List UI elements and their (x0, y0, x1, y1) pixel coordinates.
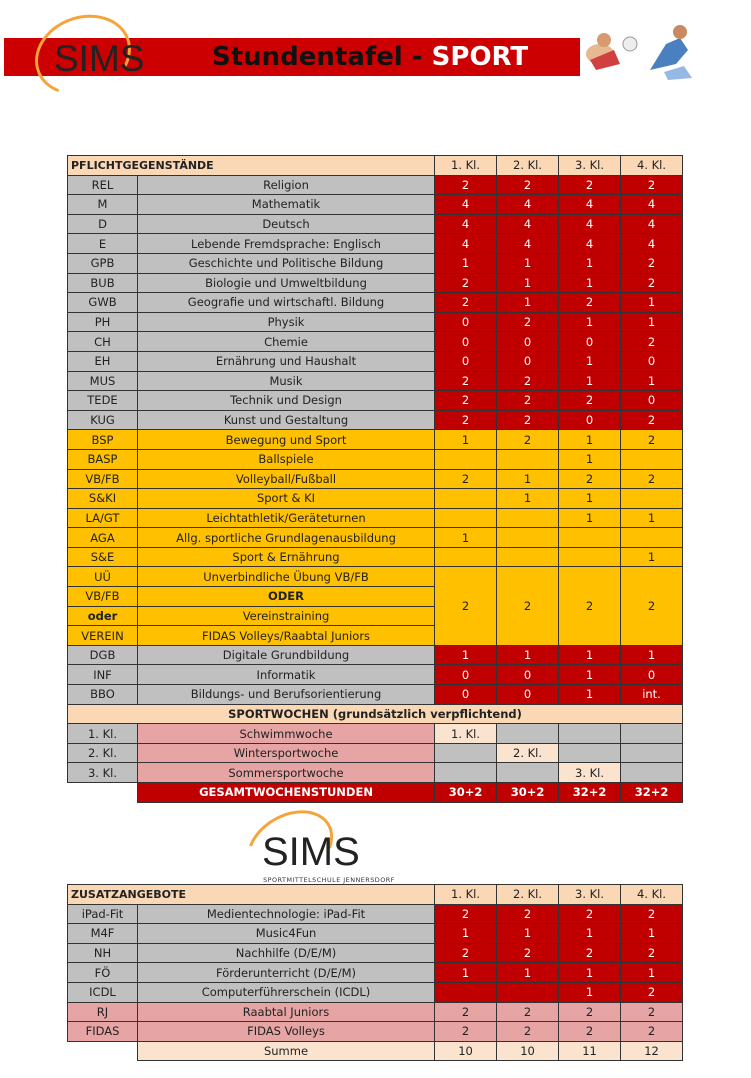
column-header: 3. Kl. (559, 156, 621, 176)
hours-cell: 1 (497, 645, 559, 665)
week-name: Wintersportwoche (138, 743, 435, 763)
hours-cell: 1 (621, 508, 683, 528)
offer-abbr: iPad-Fit (68, 904, 138, 924)
subject-abbr: VEREIN (68, 626, 138, 646)
hours-cell: 1 (559, 963, 621, 983)
hours-cell: 1 (559, 273, 621, 293)
subject-name: ODER (138, 587, 435, 607)
hours-cell: 1 (559, 430, 621, 450)
hours-cell: 2 (435, 175, 497, 195)
table-header-row (68, 156, 683, 176)
column-header: 2. Kl. (497, 156, 559, 176)
total-cell: 30+2 (497, 783, 559, 803)
hours-cell: 0 (497, 665, 559, 685)
hours-cell: 2 (435, 273, 497, 293)
hours-cell: 1 (621, 371, 683, 391)
table-row (68, 175, 683, 195)
subject-abbr: KUG (68, 410, 138, 430)
hours-cell: 2 (621, 1022, 683, 1042)
table-row (68, 332, 683, 352)
hours-cell: 2 (559, 904, 621, 924)
hours-cell (497, 449, 559, 469)
subject-name: Bildungs- und Berufsorientierung (138, 685, 435, 705)
hours-cell: 1 (559, 312, 621, 332)
hours-cell (497, 508, 559, 528)
table-row (68, 449, 683, 469)
sims-logo (26, 14, 164, 96)
title-prefix: Stundentafel - (212, 42, 432, 72)
offer-name: FIDAS Volleys (138, 1022, 435, 1042)
subject-name: Volleyball/Fußball (138, 469, 435, 489)
hours-cell: 0 (559, 410, 621, 430)
table-row (68, 410, 683, 430)
blank-cell (68, 783, 138, 803)
hours-cell: 2 (621, 332, 683, 352)
section-title: PFLICHTGEGENSTÄNDE (68, 156, 435, 176)
hours-cell: 2 (559, 1022, 621, 1042)
table-row (68, 195, 683, 215)
table-row (68, 293, 683, 313)
subject-abbr: REL (68, 175, 138, 195)
hours-cell: int. (621, 685, 683, 705)
hours-cell: 2 (435, 469, 497, 489)
hours-cell: 0 (497, 332, 559, 352)
hours-cell: 2 (621, 273, 683, 293)
hours-cell: 1 (559, 645, 621, 665)
hours-cell: 2 (497, 567, 559, 645)
class-label: 1. Kl. (68, 724, 138, 744)
offer-abbr: RJ (68, 1002, 138, 1022)
week-name: Schwimmwoche (138, 724, 435, 744)
subject-name: Chemie (138, 332, 435, 352)
table-row (68, 645, 683, 665)
page-title (212, 38, 528, 76)
subject-abbr: EH (68, 351, 138, 371)
table-row (68, 943, 683, 963)
hours-cell: 4 (497, 214, 559, 234)
hours-cell: 0 (497, 685, 559, 705)
offer-name: Medientechnologie: iPad-Fit (138, 904, 435, 924)
offer-abbr: NH (68, 943, 138, 963)
hours-cell (435, 489, 497, 509)
column-header: 1. Kl. (435, 885, 497, 905)
hours-cell: 1 (435, 924, 497, 944)
week-cell (621, 743, 683, 763)
hours-cell: 1 (435, 963, 497, 983)
subject-abbr: M (68, 195, 138, 215)
column-header: 2. Kl. (497, 885, 559, 905)
subject-abbr: S&KI (68, 489, 138, 509)
hours-cell: 1 (559, 665, 621, 685)
hours-cell (497, 982, 559, 1002)
hours-cell: 2 (435, 943, 497, 963)
hours-cell: 1 (621, 924, 683, 944)
week-cell (497, 724, 559, 744)
main-table (67, 155, 683, 803)
hours-cell: 2 (621, 904, 683, 924)
hours-cell: 1 (621, 293, 683, 313)
subject-name: Sport & KI (138, 489, 435, 509)
hours-cell: 1 (497, 469, 559, 489)
week-cell (559, 743, 621, 763)
hours-cell: 2 (497, 943, 559, 963)
hours-cell: 0 (621, 391, 683, 411)
table-row (68, 371, 683, 391)
table-row (68, 963, 683, 983)
subject-name: Mathematik (138, 195, 435, 215)
subject-name: Leichtathletik/Geräteturnen (138, 508, 435, 528)
table-row (68, 273, 683, 293)
subject-abbr: BBO (68, 685, 138, 705)
hours-cell: 2 (559, 293, 621, 313)
hours-cell: 2 (497, 904, 559, 924)
table-row (68, 743, 683, 763)
subject-abbr: GWB (68, 293, 138, 313)
hours-cell: 2 (497, 1022, 559, 1042)
hours-cell (497, 528, 559, 548)
title-sport: SPORT (431, 42, 529, 72)
hours-cell: 0 (621, 665, 683, 685)
hours-cell: 4 (559, 195, 621, 215)
total-row (68, 783, 683, 803)
subject-abbr: MUS (68, 371, 138, 391)
table-row (68, 982, 683, 1002)
table-row (68, 391, 683, 411)
extra-table (67, 884, 683, 1061)
hours-cell: 2 (435, 567, 497, 645)
table-row (68, 724, 683, 744)
column-header: 4. Kl. (621, 156, 683, 176)
table-row (68, 508, 683, 528)
subject-name: Biologie und Umweltbildung (138, 273, 435, 293)
subject-name: Unverbindliche Übung VB/FB (138, 567, 435, 587)
table-row (68, 528, 683, 548)
offer-name: Förderunterricht (D/E/M) (138, 963, 435, 983)
sum-cell: 12 (621, 1041, 683, 1061)
hours-cell: 2 (559, 469, 621, 489)
hours-cell (435, 508, 497, 528)
table-row (68, 214, 683, 234)
subject-name: Sport & Ernährung (138, 547, 435, 567)
hours-cell: 2 (621, 982, 683, 1002)
hours-cell: 0 (435, 312, 497, 332)
hours-cell: 1 (559, 449, 621, 469)
subject-abbr: BUB (68, 273, 138, 293)
hours-cell: 1 (621, 645, 683, 665)
sum-cell: 10 (497, 1041, 559, 1061)
subject-abbr: D (68, 214, 138, 234)
hours-cell: 2 (497, 1002, 559, 1022)
subject-abbr: S&E (68, 547, 138, 567)
table-row (68, 253, 683, 273)
subject-name: Religion (138, 175, 435, 195)
hours-cell: 4 (621, 234, 683, 254)
hours-cell: 2 (435, 391, 497, 411)
hours-cell: 1 (559, 685, 621, 705)
hours-cell: 4 (435, 234, 497, 254)
hours-cell: 2 (559, 567, 621, 645)
hours-cell (435, 449, 497, 469)
hours-cell (435, 547, 497, 567)
logo2-subtitle: SPORTMITTELSCHULE JENNERSDORF (263, 876, 395, 884)
hours-cell: 1 (559, 508, 621, 528)
hours-cell: 0 (435, 685, 497, 705)
hours-cell: 0 (435, 665, 497, 685)
hours-cell: 2 (435, 1002, 497, 1022)
hours-cell: 1 (559, 924, 621, 944)
table-row (68, 567, 683, 587)
subject-abbr: INF (68, 665, 138, 685)
hours-cell: 2 (559, 175, 621, 195)
week-cell (559, 724, 621, 744)
hours-cell: 1 (559, 253, 621, 273)
week-cell (621, 763, 683, 783)
hours-cell: 2 (435, 371, 497, 391)
subject-abbr: PH (68, 312, 138, 332)
week-cell (435, 763, 497, 783)
sum-cell: 11 (559, 1041, 621, 1061)
subject-name: Bewegung und Sport (138, 430, 435, 450)
hours-cell: 1 (621, 963, 683, 983)
table-row (68, 351, 683, 371)
total-cell: 30+2 (435, 783, 497, 803)
table-row (68, 312, 683, 332)
sportwochen-title: SPORTWOCHEN (grundsätzlich verpflichtend) (68, 704, 683, 724)
hours-cell: 2 (435, 293, 497, 313)
hours-cell: 1 (497, 924, 559, 944)
section-title: ZUSATZANGEBOTE (68, 885, 435, 905)
week-cell (621, 724, 683, 744)
hours-cell: 2 (559, 943, 621, 963)
subject-name: Technik und Design (138, 391, 435, 411)
hours-cell: 2 (559, 1002, 621, 1022)
column-header: 3. Kl. (559, 885, 621, 905)
hours-cell: 2 (621, 430, 683, 450)
hours-cell (497, 547, 559, 567)
subject-name: Kunst und Gestaltung (138, 410, 435, 430)
hours-cell: 2 (497, 391, 559, 411)
week-name: Sommersportwoche (138, 763, 435, 783)
hours-cell: 2 (621, 410, 683, 430)
hours-cell (621, 528, 683, 548)
subject-name: Digitale Grundbildung (138, 645, 435, 665)
table-row (68, 763, 683, 783)
table-row (68, 665, 683, 685)
table-row (68, 489, 683, 509)
blank-cell (68, 1041, 138, 1061)
table-row (68, 904, 683, 924)
logo2-text: SIMS (262, 830, 360, 874)
week-cell: 3. Kl. (559, 763, 621, 783)
hours-cell: 4 (559, 234, 621, 254)
hours-cell: 4 (497, 195, 559, 215)
hours-cell: 2 (621, 1002, 683, 1022)
hours-cell: 1 (497, 489, 559, 509)
hours-cell: 2 (435, 1022, 497, 1042)
week-cell: 1. Kl. (435, 724, 497, 744)
sum-cell: 10 (435, 1041, 497, 1061)
hours-cell: 2 (435, 904, 497, 924)
sum-label: Summe (138, 1041, 435, 1061)
hours-cell: 4 (559, 214, 621, 234)
hours-cell: 1 (559, 489, 621, 509)
offer-name: Raabtal Juniors (138, 1002, 435, 1022)
hours-cell (435, 982, 497, 1002)
week-cell: 2. Kl. (497, 743, 559, 763)
hours-cell: 1 (497, 253, 559, 273)
subject-name: Vereinstraining (138, 606, 435, 626)
subject-abbr: TEDE (68, 391, 138, 411)
offer-abbr: M4F (68, 924, 138, 944)
hours-cell (559, 547, 621, 567)
hours-cell: 0 (435, 351, 497, 371)
table-row (68, 469, 683, 489)
offer-abbr: FÖ (68, 963, 138, 983)
hours-cell: 1 (559, 982, 621, 1002)
hours-cell: 1 (497, 293, 559, 313)
subject-name: FIDAS Volleys/Raabtal Juniors (138, 626, 435, 646)
hours-cell: 2 (621, 469, 683, 489)
hours-cell (559, 528, 621, 548)
class-label: 2. Kl. (68, 743, 138, 763)
sum-row (68, 1041, 683, 1061)
hours-cell (621, 449, 683, 469)
hours-cell: 4 (621, 214, 683, 234)
subject-abbr: VB/FB (68, 469, 138, 489)
hours-cell: 1 (559, 351, 621, 371)
hours-cell: 2 (621, 943, 683, 963)
hours-cell: 1 (435, 645, 497, 665)
hours-cell: 1 (435, 528, 497, 548)
week-cell (435, 743, 497, 763)
table-header-row (68, 885, 683, 905)
subject-name: Informatik (138, 665, 435, 685)
subject-name: Deutsch (138, 214, 435, 234)
hours-cell: 4 (621, 195, 683, 215)
sims-logo-school (240, 814, 420, 888)
hours-cell: 4 (435, 195, 497, 215)
hours-cell: 1 (621, 547, 683, 567)
hours-cell: 0 (497, 351, 559, 371)
hours-cell: 2 (497, 175, 559, 195)
subject-name: Ballspiele (138, 449, 435, 469)
hours-cell: 2 (497, 312, 559, 332)
offer-name: Music4Fun (138, 924, 435, 944)
table-row (68, 1002, 683, 1022)
hours-cell: 0 (621, 351, 683, 371)
hours-cell: 1 (497, 963, 559, 983)
hours-cell: 1 (559, 371, 621, 391)
hours-cell: 0 (559, 332, 621, 352)
subject-abbr: E (68, 234, 138, 254)
offer-name: Computerführerschein (ICDL) (138, 982, 435, 1002)
subject-abbr: LA/GT (68, 508, 138, 528)
subject-abbr: GPB (68, 253, 138, 273)
hours-cell: 2 (559, 391, 621, 411)
subject-name: Ernährung und Haushalt (138, 351, 435, 371)
subject-name: Geografie und wirtschaftl. Bildung (138, 293, 435, 313)
class-label: 3. Kl. (68, 763, 138, 783)
subject-name: Physik (138, 312, 435, 332)
hours-cell: 2 (497, 430, 559, 450)
subject-abbr: VB/FB (68, 587, 138, 607)
hours-cell: 2 (621, 253, 683, 273)
subject-name: Geschichte und Politische Bildung (138, 253, 435, 273)
hours-cell: 2 (621, 175, 683, 195)
hours-cell: 2 (497, 410, 559, 430)
hours-cell (621, 489, 683, 509)
hours-cell: 1 (497, 273, 559, 293)
subject-abbr: CH (68, 332, 138, 352)
table-row (68, 547, 683, 567)
offer-abbr: FIDAS (68, 1022, 138, 1042)
offer-name: Nachhilfe (D/E/M) (138, 943, 435, 963)
hours-cell: 2 (435, 410, 497, 430)
hours-cell: 4 (435, 214, 497, 234)
column-header: 1. Kl. (435, 156, 497, 176)
hours-cell: 4 (497, 234, 559, 254)
hours-cell: 1 (435, 253, 497, 273)
hours-cell: 1 (435, 430, 497, 450)
hours-cell: 2 (621, 567, 683, 645)
athletes-image (580, 20, 698, 82)
total-label: GESAMTWOCHENSTUNDEN (138, 783, 435, 803)
sportwochen-header-row (68, 704, 683, 724)
table-row (68, 430, 683, 450)
column-header: 4. Kl. (621, 885, 683, 905)
offer-abbr: ICDL (68, 982, 138, 1002)
hours-cell: 2 (497, 371, 559, 391)
table-row (68, 1022, 683, 1042)
table-row (68, 234, 683, 254)
total-cell: 32+2 (621, 783, 683, 803)
subject-name: Lebende Fremdsprache: Englisch (138, 234, 435, 254)
subject-abbr: BSP (68, 430, 138, 450)
table-row (68, 685, 683, 705)
hours-cell: 0 (435, 332, 497, 352)
week-cell (497, 763, 559, 783)
subject-abbr: BASP (68, 449, 138, 469)
subject-abbr: AGA (68, 528, 138, 548)
logo-text: SIMS (54, 38, 145, 79)
subject-abbr: DGB (68, 645, 138, 665)
subject-abbr: UÜ (68, 567, 138, 587)
subject-name: Musik (138, 371, 435, 391)
table-row (68, 924, 683, 944)
subject-abbr: oder (68, 606, 138, 626)
total-cell: 32+2 (559, 783, 621, 803)
hours-cell: 1 (621, 312, 683, 332)
subject-name: Allg. sportliche Grundlagenausbildung (138, 528, 435, 548)
